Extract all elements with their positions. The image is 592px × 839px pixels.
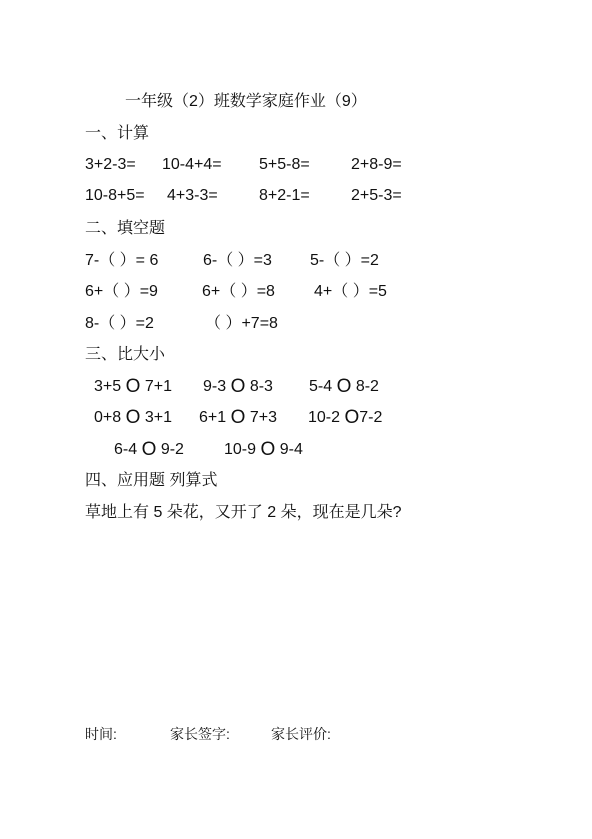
calc-item: 10-8+5= (85, 187, 145, 204)
calc-item: 2+5-3= (351, 187, 402, 204)
fill-item: 4+（ ）=5 (314, 283, 387, 300)
compare-right: 8-2 (355, 378, 379, 395)
fill-item: 5-（ ）=2 (310, 252, 379, 269)
compare-right: 9-4 (279, 441, 303, 458)
compare-right: 7+3 (249, 409, 277, 426)
compare-left: 10-2 (308, 409, 341, 426)
compare-item (94, 377, 172, 397)
calc-item: 10-4+4= (162, 156, 222, 173)
compare-circle: O (125, 376, 141, 397)
calc-item: 5+5-8= (259, 156, 310, 173)
calc-item: 4+3-3= (167, 187, 218, 204)
time-label: 时间: (85, 726, 117, 742)
compare-right: 7-2 (359, 409, 383, 426)
section-heading-word: 四、应用题 列算式 (85, 472, 218, 489)
compare-left: 9-3 (203, 378, 227, 395)
compare-circle: O (230, 407, 246, 428)
compare-circle: O (141, 439, 157, 460)
compare-item (94, 408, 172, 428)
section-heading-compare: 三、比大小 (85, 346, 166, 363)
calc-item: 8+2-1= (259, 187, 310, 204)
parent-signature-label: 家长签字: (170, 726, 230, 742)
section-heading-fill: 二、填空题 (85, 220, 166, 237)
compare-item (308, 408, 382, 428)
page-title: 一年级（2）班数学家庭作业（9） (125, 93, 367, 110)
section-heading-calc: 一、计算 (85, 125, 150, 142)
compare-left: 3+5 (94, 378, 122, 395)
parent-comment-label: 家长评价: (271, 726, 331, 742)
compare-left: 0+8 (94, 409, 122, 426)
compare-circle: O (260, 439, 276, 460)
compare-circle: O (230, 376, 246, 397)
compare-item (203, 377, 273, 397)
fill-item: （ ）+7=8 (205, 315, 278, 332)
calc-item: 3+2-3= (85, 156, 136, 173)
fill-item: 6+（ ）=8 (202, 283, 275, 300)
compare-item (309, 377, 379, 397)
compare-right: 7+1 (144, 378, 172, 395)
fill-item: 8-（ ）=2 (85, 315, 154, 332)
word-problem: 草地上有 5 朵花，又开了 2 朵，现在是几朵? (85, 504, 402, 521)
compare-circle: O (336, 376, 352, 397)
compare-left: 10-9 (224, 441, 257, 458)
compare-circle: O (125, 407, 141, 428)
compare-circle: O (344, 407, 360, 428)
compare-item (224, 440, 303, 460)
fill-item: 6-（ ）=3 (203, 252, 272, 269)
compare-right: 9-2 (160, 441, 184, 458)
compare-left: 5-4 (309, 378, 333, 395)
calc-item: 2+8-9= (351, 156, 402, 173)
fill-item: 6+（ ）=9 (85, 283, 158, 300)
fill-item: 7-（ ）= 6 (85, 252, 159, 269)
compare-right: 3+1 (144, 409, 172, 426)
compare-left: 6-4 (114, 441, 138, 458)
compare-item (114, 440, 184, 460)
compare-item (199, 408, 277, 428)
compare-left: 6+1 (199, 409, 227, 426)
compare-right: 8-3 (249, 378, 273, 395)
